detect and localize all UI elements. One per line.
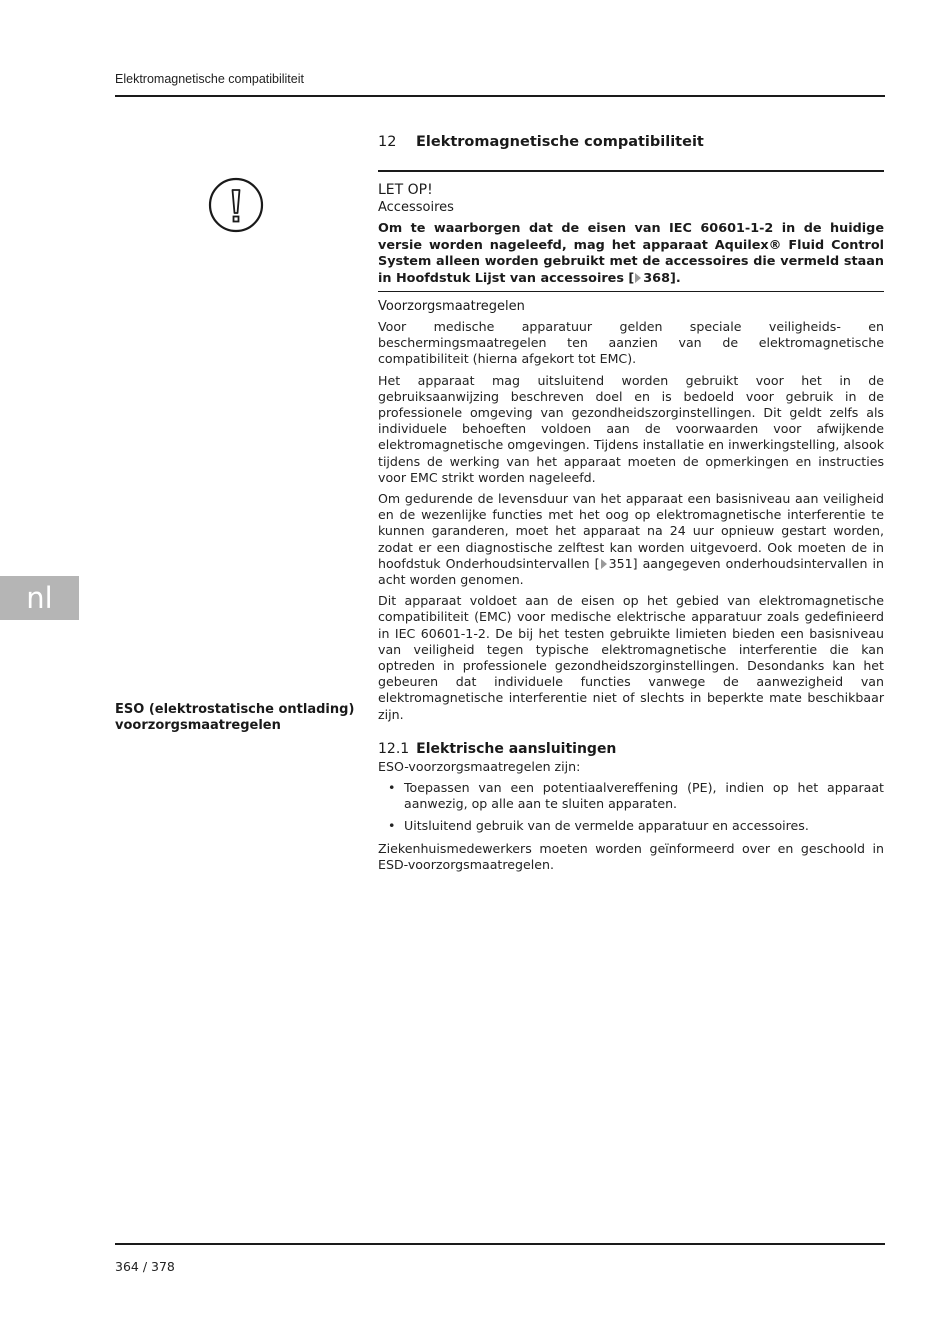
maintenance-xref-link[interactable]: 351	[608, 555, 633, 571]
esd-closing: Ziekenhuismedewerkers moeten worden geïnformeerd over en geschoold in ESD-voorzorgsmaatregelen.	[378, 840, 884, 872]
notice-signal-word: LET OP!	[378, 182, 433, 198]
list-item: • Toepassen van een potentiaalvereffening (PE), indien op het apparaat aanwezig, op alle aan te sluiten apparaten.	[378, 780, 884, 812]
chapter-title-text: Elektromagnetische compatibiliteit	[416, 134, 704, 150]
paragraph: Dit apparaat voldoet aan de eisen op het gebied van elektromagnetische compatibiliteit (EMC) voor medische elektrische apparatuur zoals gedefinieerd in IEC 60601-1-2. De bij het testen gebruikte limieten bieden een basisniveau van veiligheid tegen typische elektromagnetische interferentie die kan optreden in professionele gezondheidszorginstellingen. Desondanks kan het gebeuren dat individuele functies vanwege de aanwezigheid van elektromagnetische interferentie niet of slechts in beperkte mate beschikbaar zijn.	[378, 593, 884, 722]
paragraph-text: Om gedurende de levensduur van het apparaat een basisniveau aan veiligheid en de wezenlijke functies met het oog op elektromagnetische interferentie te kunnen garanderen, moet het apparaat na 24 uur opnieuw gestart worden, zodat er een diagnostische zelftest kan worden uitgevoerd. Ook moeten de in hoofdstuk Onderhoudsintervallen [	[378, 491, 884, 571]
section-title-text: Elektrische aansluitingen	[416, 740, 617, 757]
exclamation-circle-icon	[208, 177, 264, 233]
paragraph: Het apparaat mag uitsluitend worden gebruikt voor het in de gebruiksaanwijzing beschreven doel en is bedoeld voor gebruik in de professionele omgeving van gezondheidszorginstellingen. Dit geldt zelfs als individuele behoeften voldoen aan de voorwaarden voor afwijkende elektromagnetische omgevingen. Tijdens installatie en inwerkingstelling, alsook tijdens de werking van het apparaat moeten de opmerkingen en instructies voor EMC strikt worden nageleefd.	[378, 372, 884, 485]
notice-bottom-rule	[378, 291, 884, 292]
notice-xref-link[interactable]: 368	[643, 270, 670, 286]
page-number: 364 / 378	[115, 1259, 175, 1274]
chapter-number: 12	[378, 134, 397, 150]
paragraph-text-end: ] aangegeven onderhoudsintervallen in acht worden genomen.	[378, 555, 884, 588]
list-item: • Uitsluitend gebruik van de vermelde apparatuur en accessoires.	[378, 818, 884, 834]
esd-intro: ESO-voorzorgsmaatregelen zijn:	[378, 758, 581, 774]
notice-body	[378, 221, 884, 287]
section-number: 12.1	[378, 740, 410, 757]
precautions-label: Voorzorgsmaatregelen	[378, 299, 525, 314]
notice-body-text: Om te waarborgen dat de eisen van IEC 60601-1-2 in de huidige versie worden nageleefd, mag het apparaat Aquilex® Fluid Control System alleen worden gebruikt met de accessoires die vermeld staan in Hoofdstuk Lijst van accessoires [	[378, 221, 884, 286]
paragraph	[378, 491, 884, 588]
header-rule	[115, 95, 885, 97]
chapter-title	[378, 134, 884, 170]
esd-margin-note: ESO (elektrostatische ontlading) voorzorgsmaatregelen	[115, 702, 355, 733]
paragraph: Voor medische apparatuur gelden speciale veiligheids- en beschermingsmaatregelen ten aanzien van de elektromagnetische compatibiliteit (hierna afgekort tot EMC).	[378, 319, 884, 367]
section-title	[378, 741, 884, 757]
notice-box	[378, 170, 884, 292]
footer-rule	[115, 1243, 885, 1245]
xref-arrow-icon	[601, 559, 607, 569]
language-tab: nl	[0, 576, 79, 620]
main-content	[378, 134, 884, 878]
esd-bullet-list	[378, 780, 884, 835]
notice-subtitle: Accessoires	[378, 200, 454, 215]
xref-arrow-icon	[635, 273, 641, 283]
running-header: Elektromagnetische compatibiliteit	[115, 72, 304, 86]
notice-body-end: ].	[669, 270, 681, 286]
